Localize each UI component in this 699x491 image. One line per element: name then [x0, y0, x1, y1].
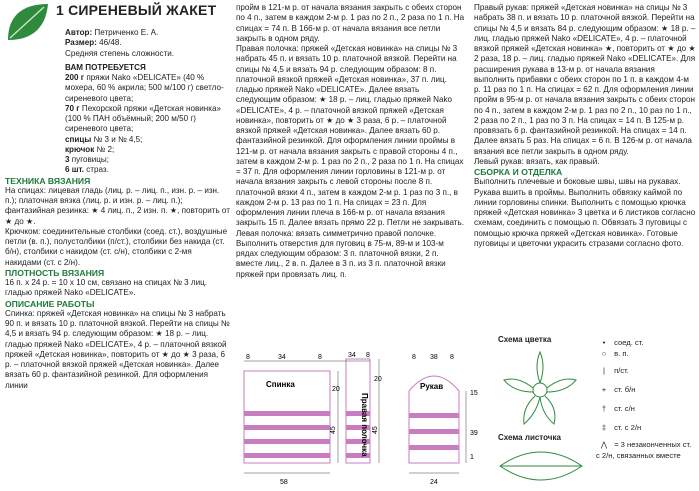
front-label: Правая полочка: [360, 393, 369, 457]
legend-item: ○ в. п.: [601, 349, 629, 358]
meta-block: [5, 28, 230, 176]
dim-label: 8: [318, 354, 322, 361]
col2-text: пройм в 121-м р. от начала вязания закрыть с обеих сторон по 4 п., затем в каждом 2-м р. 1 раз по 2 п., 2 раза по 1 п. На спицах = 74 п. В 166-м р. от начала вязания все петли закрыть в одном ряду. Правая полочка: пряжей «Детская новинка» на спицы № 3 набрать 45 п. и вязать 10 р. платочной вязкой. Перейти на спицы № 4,5 и вязать 94 р. следующим образом: 8 п. платочной вязкой пряжей «Детская новинка», 37 п. лиц. гладью пряжей Nako «DELICATE». Далее вязать следующим образом: ★ 18 р. – лиц. гладью пряжей Nako «DELICATE», 4 р. – платочной вязкой пряжей «Детская новинка», повторить от ★ до ★ 3 раза, 6 р. – платочной вязкой пряжей «Детская новинка». Далее вязать 60 р. фантазийной резинкой. Для оформления линии проймы в 121-м р. от начала вязания закрыть с правой стороны 4 п., затем в каждом 2-м р. 1 раз по 2 п., 2 раза по 1 п. На спицах = 37 п. Для оформления линии горловины в 121-м р. от начала вязания закрыть с левой стороны после 8 п. платочной вязки 4 п., затем в каждом 2-м р. 1 раз по 3 п., в каждом 2-м р. 13 раз по 1 п. На спицах = 23 п. Для оформления линии плеча в 166-м р. от начала вязания закрыть 15 п. Далее вязать прямо 22 р. Петли не закрывать. Левая полочка: вязать симметрично правой полочке. Выполнить отверстия для пуговиц в 75-м, 89-м и 103-м рядах следующим образом: 3 п. платочной вязки, 2 п. вместе лиц., 2 в. п. Далее в 3 п. из 3 п. платочной вязки пряжей при провязать лиц. п.: [236, 3, 465, 279]
dim-label: 8: [366, 352, 370, 359]
legend-item: • соед. ст.: [602, 338, 644, 347]
meta-size: Размер: 46/48.: [65, 38, 122, 48]
assembly-heading: СБОРКА И ОТДЕЛКА: [474, 167, 563, 177]
col3-text: Правый рукав: пряжей «Детская новинка» на спицы № 3 набрать 38 п. и вязать 10 р. платочной вязкой. Перейти на спицы № 4,5 и вязать 84 р. следующим образом: ★ 18 р. – лиц. гладью пряжей Nako «DELICATE», 4 р. – платочной вязкой пряжей «Детская новинка» ★, повторить от ★ до ★ 2 раза, 18 р. – лиц. гладью пряжей Nako «DELICATE». Для расширения рукава в 13-м р. от начала вязания выполнить прибавки с обеих сторон по 1 п. в каждом 4-м р. 11 раз по 1 п. На спицах = 62 п. Для оформления линии пройм в 95-м р. от начала вязания закрыть с обеих сторон по 4 п., затем в каждом 2-м р. 1 раз по 2 п., 10 раз по 1 п., 2 раза по 2 п., 1 раз по 3 п. На спицах = 14 п. В 125-м р. провязать 6 р. фантазийной резинкой. На спицах = 14 п. Далее вязать 5 раз. На спицах = 6 п. В 126-м р. от начала вязания все петли закрыть в одном ряду. Левый рукав: вязать, как правый.: [474, 3, 696, 166]
column-2: [236, 3, 466, 280]
assembly-text: Выполнить плечевые и боковые швы, швы на рукавах. Рукава вшить в проймы. Выполнить обвязку каймой по линии горловины спинки. Выполнить с помощью крючка пряжей «Детская новинка» 3 цветка и 6 листиков согласно схемам, соединить с помощью п. Обвязать 3 пуговицы с помощью крючка пряжей «Детская новинка». Готовые пуговицы и цветочки украсить стразами согласно фото.: [474, 177, 696, 248]
legend-item: | п/ст.: [603, 366, 629, 375]
dim-label: 1: [470, 454, 474, 461]
leaf-scheme: [496, 442, 586, 490]
dim-label: 38: [430, 354, 438, 361]
flower-scheme-title: Схема цветка: [498, 335, 552, 344]
page-title: 1 СИРЕНЕВЫЙ ЖАКЕТ: [56, 2, 217, 18]
work-text: Спинка: пряжей «Детская новинка» на спицы № 3 набрать 90 п. и вязать 10 р. платочной вязкой. Перейти на спицы № 4,5 и вязать 94 р. следующим образом: ★ 18 р. – лиц. гладью пряжей Nako «DELICATE», 4 р. – платочной вязкой пряжей «Детская новинка», повторить от ★ до ★ 3 раза, 6 р. – платочной вязкой пряжей «Детская новинка». Далее вязать 60 р. фантазийной резинкой. Для оформления линии: [5, 308, 230, 390]
density-heading: ПЛОТНОСТЬ ВЯЗАНИЯ: [5, 267, 105, 278]
dim-label: 39: [470, 430, 478, 437]
need-item: 6 шт. страз.: [65, 165, 109, 175]
dim-label: 8: [412, 354, 416, 361]
meta-author: Автор: Петриченко Е. А.: [65, 28, 159, 37]
density-text: 16 п. х 24 р. = 10 х 10 см, связано на спицах № 3 лиц. гладью пряжей Nako «DELICATE».: [5, 278, 208, 298]
dim-label: 24: [430, 479, 438, 486]
need-item: 3 пуговицы;: [65, 155, 109, 164]
leaf-scheme-title: Схема листочка: [498, 433, 561, 442]
need-item: 70 г Пехорской пряжи «Детская новинка» (100 % ПАН объёмный; 200 м/50 г) сиреневого цвета;: [65, 103, 221, 134]
dim-label: 34: [348, 352, 356, 359]
sleeve-label: Рукав: [420, 382, 444, 391]
legend-item: † ст. с/н: [601, 404, 635, 413]
column-3: [474, 3, 696, 249]
legend-item: + ст. б/н: [601, 385, 636, 394]
dim-label: 20: [332, 386, 340, 393]
technique-heading: ТЕХНИКА ВЯЗАНИЯ: [5, 175, 91, 186]
dim-label: 34: [278, 354, 286, 361]
dim-label: 15: [470, 390, 478, 397]
dim-label: 45: [330, 426, 337, 434]
technique-text: На спицах: лицевая гладь (лиц. р. – лиц. п., изн. р. – изн. п.); платочная вязка (лиц. р. и изн. р. – лиц. п.); фантазийная резинка: ★ 4 лиц. п., 2 изн. п. ★, повторить от ★ до ★. Крючком: соединительные столбики (соед. ст.), воздушные петли (в. п.), полустолбики (п/ст.), столбики без накида (ст. б/н), столбики с накидом (ст. с/н), столбики с 2-мя накидами (ст. с 2/н).: [5, 185, 230, 267]
column-1: [5, 28, 230, 391]
need-item: крючок № 2;: [65, 144, 115, 154]
dim-label: 58: [280, 479, 288, 486]
dim-label: 20: [374, 376, 382, 383]
dim-label: 45: [372, 426, 379, 434]
legend: [596, 337, 696, 461]
legend-item: ⋀ = 3 незаконченных ст. с 2/н, связанных вместе: [596, 440, 692, 460]
legend-item: ‡ ст. с 2/н: [601, 423, 642, 432]
back-label: Спинка: [266, 380, 295, 389]
pattern-figure: [234, 351, 484, 491]
need-heading: ВАМ ПОТРЕБУЕТСЯ: [65, 62, 146, 72]
dim-label: 8: [246, 354, 250, 361]
meta-level: Средняя степень сложности.: [65, 48, 175, 58]
work-heading: ОПИСАНИЕ РАБОТЫ: [5, 298, 95, 309]
need-item: 200 г пряжи Nako «DELICATE» (40 % мохера, 60 % акрила; 500 м/100 г) светло-сиреневого цвета;: [65, 73, 224, 103]
flower-scheme: [494, 344, 589, 434]
dim-label: 8: [450, 354, 454, 361]
need-item: спицы № 3 и № 4,5;: [65, 134, 143, 144]
